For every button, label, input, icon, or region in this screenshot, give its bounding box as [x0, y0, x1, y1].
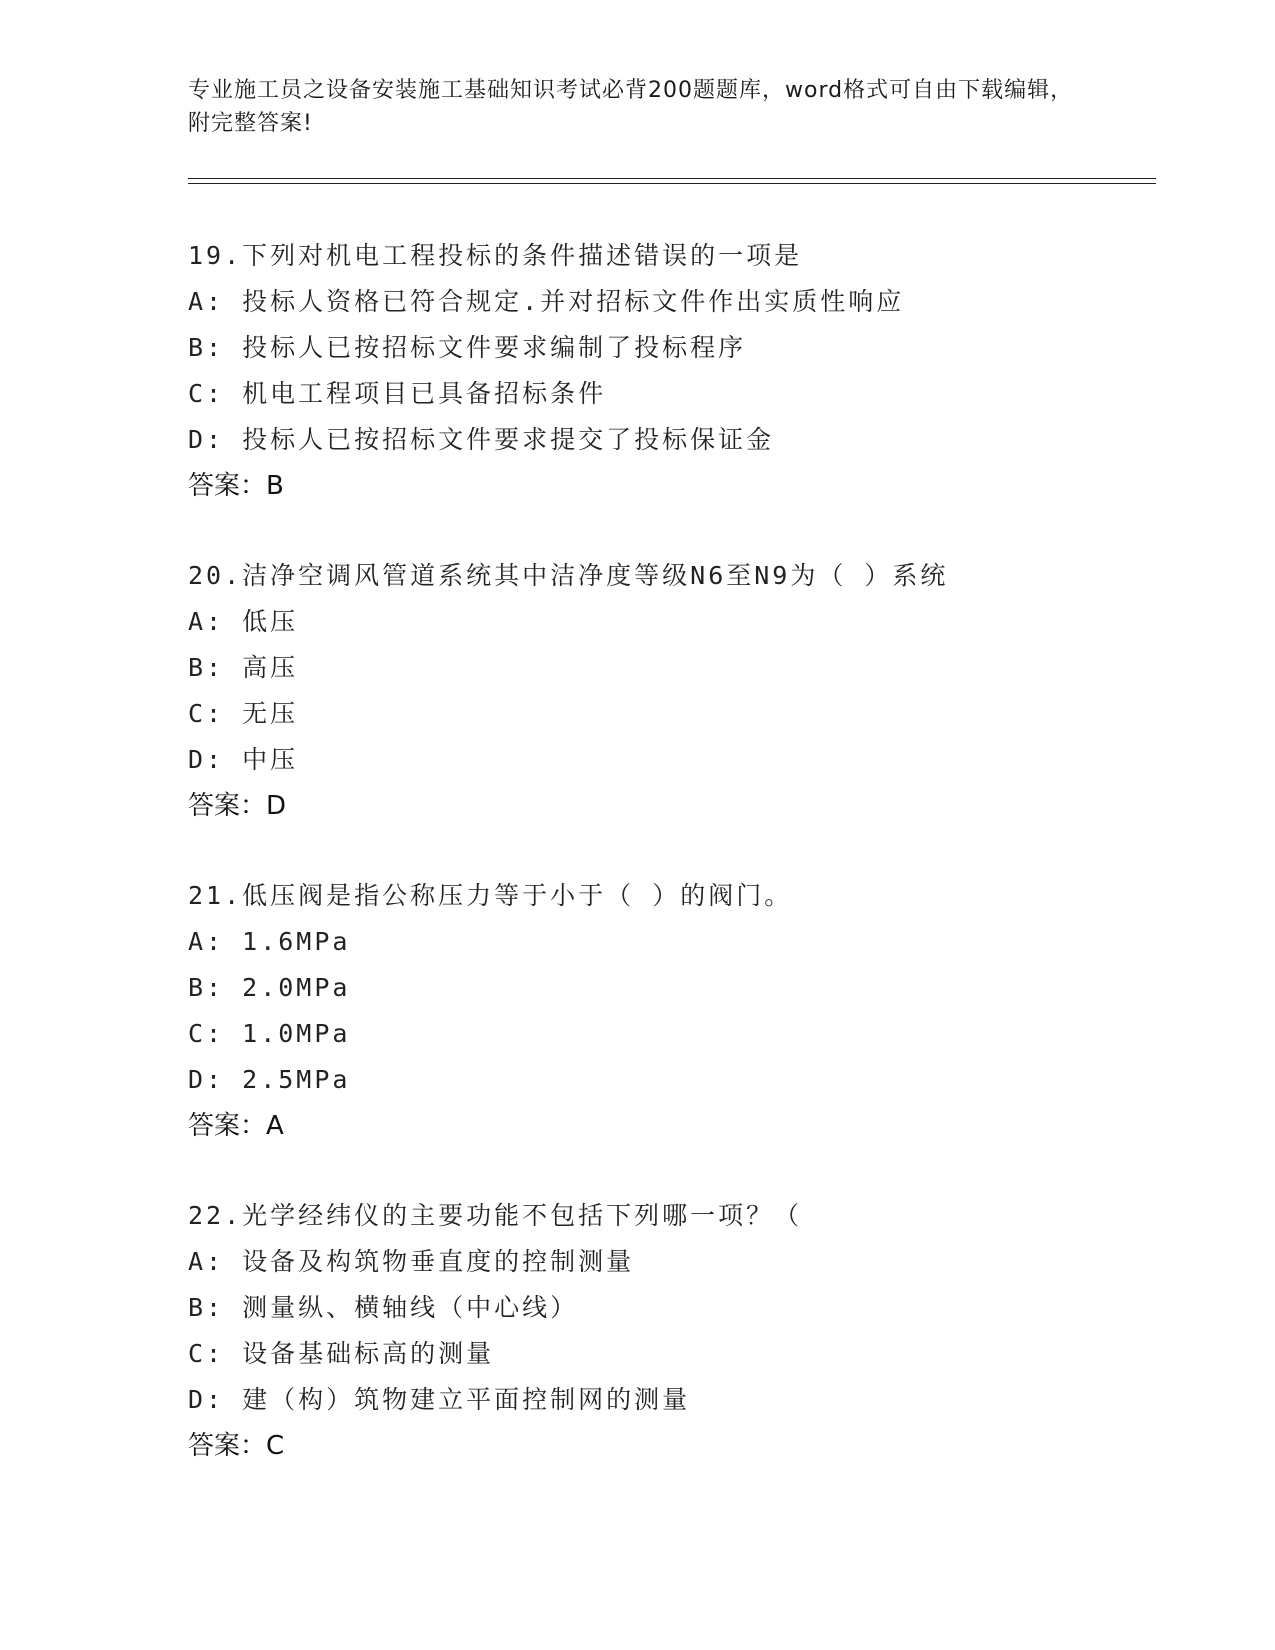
answer: 答案：C: [188, 1431, 285, 1461]
question-22: [188, 1193, 1188, 1469]
question-21: [188, 873, 1188, 1149]
document-header: [188, 74, 1088, 140]
header-divider-top: [188, 178, 1156, 179]
option-b: B: 投标人已按招标文件要求编制了投标程序: [188, 333, 747, 362]
question-stem: 20.洁净空调风管道系统其中洁净度等级N6至N9为（ ）系统: [188, 561, 949, 590]
option-a: A: 1.6MPa: [188, 927, 351, 956]
question-19: [188, 233, 1188, 509]
option-d: D: 建（构）筑物建立平面控制网的测量: [188, 1385, 691, 1414]
option-d: D: 中压: [188, 745, 299, 774]
option-c: C: 设备基础标高的测量: [188, 1339, 495, 1368]
header-divider-bottom: [188, 183, 1156, 184]
answer: 答案：D: [188, 791, 287, 821]
option-a: A: 低压: [188, 607, 299, 636]
option-a: A: 投标人资格已符合规定.并对招标文件作出实质性响应: [188, 287, 905, 316]
option-c: C: 机电工程项目已具备招标条件: [188, 379, 607, 408]
option-b: B: 高压: [188, 653, 299, 682]
question-20: [188, 553, 1188, 829]
answer: 答案：B: [188, 471, 284, 501]
option-b: B: 2.0MPa: [188, 973, 351, 1002]
document-title: 专业施工员之设备安装施工基础知识考试必背200题题库，word格式可自由下载编辑，附完整答案!: [188, 78, 1074, 136]
option-d: D: 2.5MPa: [188, 1065, 351, 1094]
question-stem: 19.下列对机电工程投标的条件描述错误的一项是: [188, 241, 803, 270]
option-b: B: 测量纵、横轴线（中心线）: [188, 1293, 579, 1322]
question-stem: 22.光学经纬仪的主要功能不包括下列哪一项？（: [188, 1201, 803, 1230]
answer: 答案：A: [188, 1111, 284, 1141]
option-c: C: 1.0MPa: [188, 1019, 351, 1048]
question-stem: 21.低压阀是指公称压力等于小于（ ）的阀门。: [188, 881, 793, 910]
option-a: A: 设备及构筑物垂直度的控制测量: [188, 1247, 635, 1276]
option-c: C: 无压: [188, 699, 299, 728]
option-d: D: 投标人已按招标文件要求提交了投标保证金: [188, 425, 775, 454]
